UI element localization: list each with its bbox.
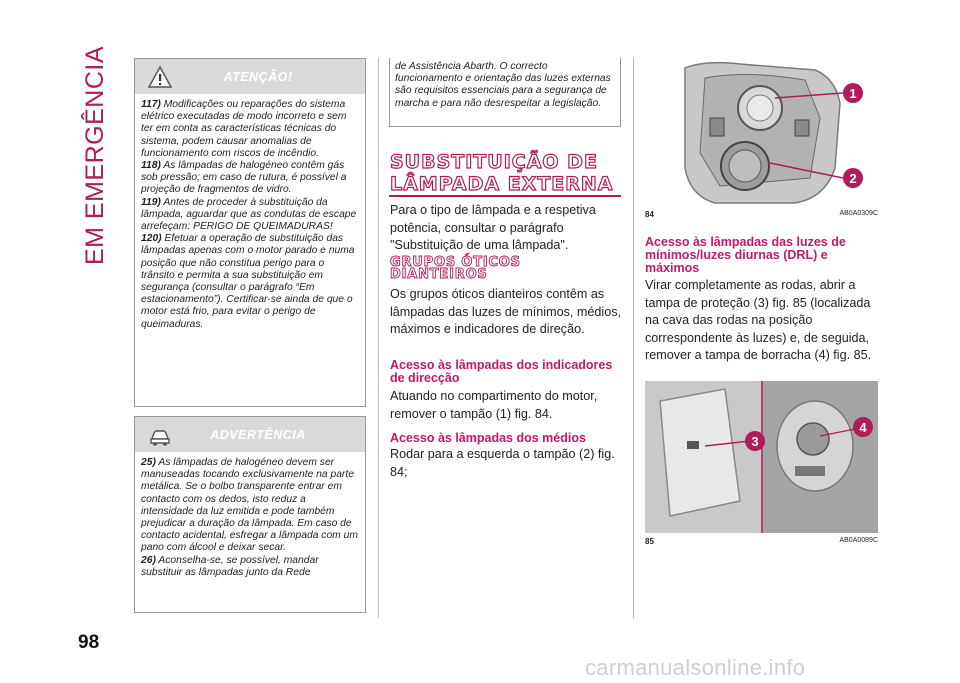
car-caution-icon	[147, 422, 173, 448]
subsection-title: GRUPOS ÓTICOS DIANTEIROS	[390, 255, 521, 282]
attention-box	[134, 58, 366, 407]
warning-box	[134, 416, 366, 613]
figure-85-number: 85	[645, 537, 654, 546]
attention-title: ATENÇÃO!	[223, 69, 293, 84]
column-divider	[633, 58, 634, 618]
callout-4: 4	[859, 420, 867, 435]
section-intro: Para o tipo de lâmpada e a respetiva potência, consultar o parágrafo "Substituição de uma lâmpada".	[390, 203, 596, 253]
warning-item: 25) As lâmpadas de halogéneo devem ser manuseadas tocando exclusivamente na parte metálica. Se o bolbo transparente entrar em contacto com os dedos, isto reduz a intensidade da luz emitida e pode também prejudicar a duração da lâmpada. Em caso de contacto acidental, esfregar a lâmpada com um pano com álcool e deixar secar.	[141, 457, 358, 554]
attention-body	[135, 94, 365, 337]
warning-body	[135, 452, 365, 585]
section-side-tab: EM EMERGÊNCIA	[81, 45, 110, 265]
warning-continuation: de Assistência Abarth. O correcto funcionamento e orientação das luzes externas são requisitos essenciais para a segurança de marcha e para não desrespeitar a legislação.	[389, 58, 621, 127]
warning-header	[135, 416, 365, 452]
warning-title: ADVERTÊNCIA	[210, 427, 306, 442]
attention-header	[135, 58, 365, 94]
text-parking-lights: Virar completamente as rodas, abrir a tampa de proteção (3) fig. 85 (localizada na cava das rodas na posição correspondente às luzes) e, de seguida, remover a tampa de borracha (4) fig. 85.	[645, 278, 872, 363]
figure-84-code: AB0A0309C	[839, 210, 878, 217]
text-low-beam: Rodar para a esquerda o tampão (2) fig. 84;	[390, 447, 615, 479]
text-indicators: Atuando no compartimento do motor, remover o tampão (1) fig. 84.	[390, 389, 598, 421]
attention-item: 120) Efetuar a operação de substituição das lâmpadas apenas com o motor parado e numa posição que não constitua perigo para o trânsito e permita a sua substituição em segurança (consultar o parágrafo “Em estacionamento”). Certificar-se ainda de que o motor está frio, para evitar o perigo de queimaduras.	[141, 233, 355, 330]
attention-item: 119) Antes de proceder à substituição da lâmpada, aguardar que as condutas de escape arrefeçam: PERIGO DE QUEIMADURAS!	[141, 196, 357, 233]
heading-indicators: Acesso às lâmpadas dos indicadores de direcção	[390, 358, 613, 385]
section-title: SUBSTITUIÇÃO DE LÂMPADA EXTERNA	[390, 151, 614, 195]
figure-84-headlamp	[645, 58, 878, 208]
figure-85-wheel-arch	[645, 381, 878, 533]
subsection-intro: Os grupos óticos dianteiros contêm as lâmpadas das luzes de mínimos, médios, máximos e indicadores de direção.	[390, 287, 621, 337]
figure-84-caption	[645, 210, 878, 219]
warning-triangle-icon	[147, 64, 173, 90]
warning-item: 26) Aconselha-se, se possível, mandar substituir as lâmpadas junto da Rede	[141, 554, 319, 578]
page-number: 98	[78, 632, 100, 653]
callout-1: 1	[849, 86, 857, 101]
callout-2: 2	[849, 171, 857, 186]
figure-84-number: 84	[645, 210, 654, 219]
callout-3: 3	[751, 434, 759, 449]
title-underline	[389, 195, 621, 197]
watermark-text: carmanualsonline.info	[585, 655, 806, 680]
column-divider	[378, 58, 379, 618]
attention-item: 118) As lâmpadas de halogéneo contêm gás sob pressão; em caso de rutura, é possível a projeção de fragmentos de vidro.	[141, 160, 347, 196]
attention-item: 117) Modificações ou reparações do sistema elétrico executadas de modo incorreto e sem ter em conta as características técnicas do sistema, podem causar anomalias de funcionamento com riscos de incêndio.	[141, 99, 347, 159]
figure-85-caption	[645, 537, 878, 546]
figure-85-code: AB0A0089C	[839, 537, 878, 544]
heading-parking-lights: Acesso às lâmpadas das luzes de mínimos/luzes diurnas (DRL) e máximos	[645, 235, 846, 275]
heading-low-beam: Acesso às lâmpadas dos médios	[390, 431, 586, 445]
